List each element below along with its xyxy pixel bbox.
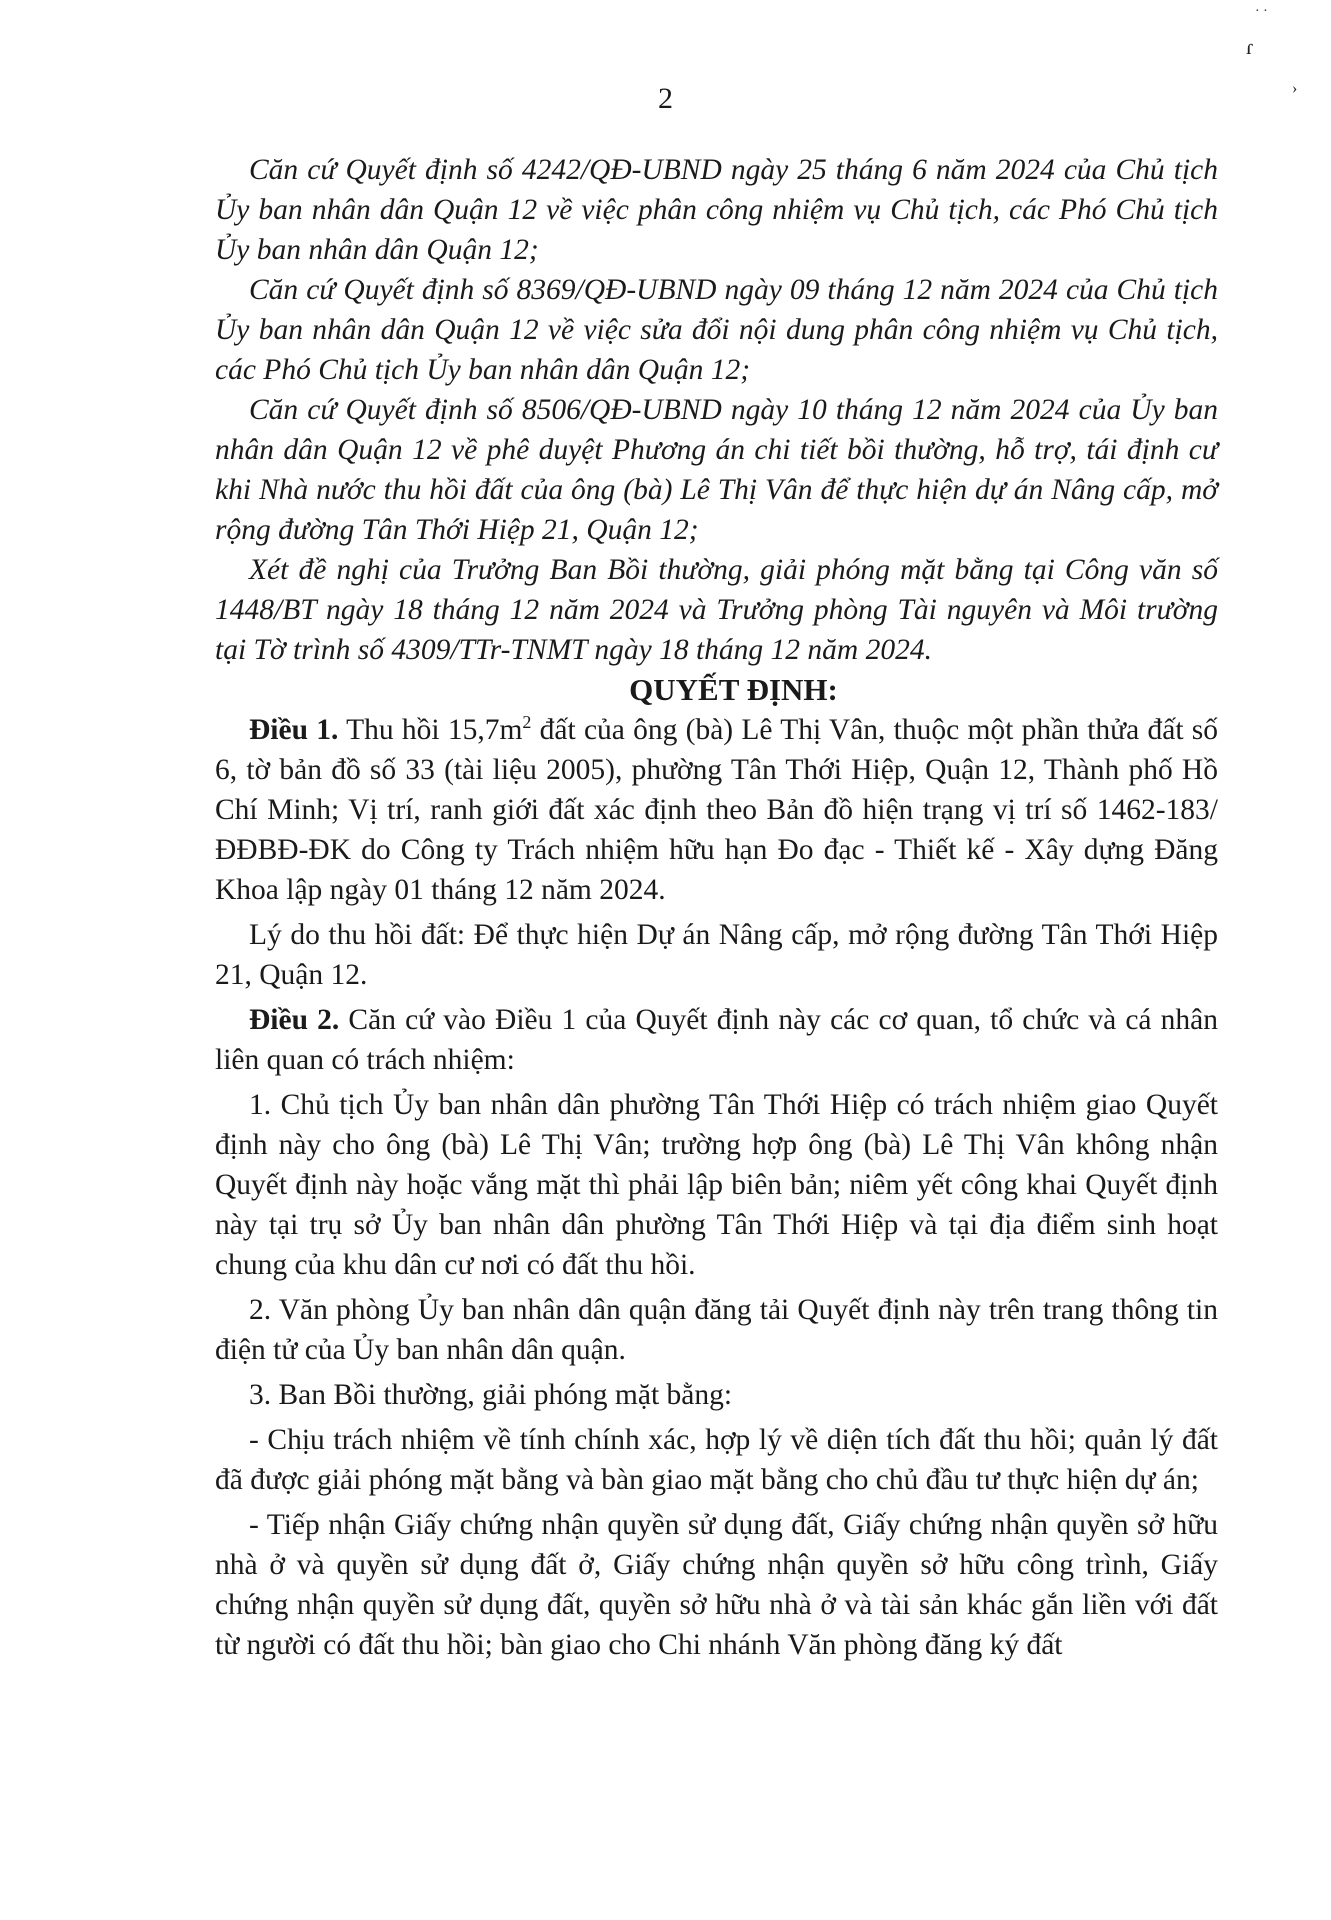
article-2-item: 3. Ban Bồi thường, giải phóng mặt bằng: xyxy=(249,1379,733,1411)
preamble-paragraph: Căn cứ Quyết định số 4242/QĐ-UBND ngày 25 tháng 6 năm 2024 của Chủ tịch Ủy ban nhân dân Quận 12 về việc phân công nhiệm vụ Chủ tịch, các Phó Chủ tịch Ủy ban nhân dân Quận 12; xyxy=(215,154,1218,266)
article-2-item: 2. Văn phòng Ủy ban nhân dân quận đăng tải Quyết định này trên trang thông tin điện tử của Ủy ban nhân dân quận. xyxy=(215,1294,1218,1366)
article-2-item: - Tiếp nhận Giấy chứng nhận quyền sử dụng đất, Giấy chứng nhận quyền sở hữu nhà ở và quyền sử dụng đất ở, Giấy chứng nhận quyền sở hữu công trình, Giấy chứng nhận quyền sử dụng đất, quyền sở hữu nhà ở và tài sản khác gắn liền với đất từ người có đất thu hồi; bàn giao cho Chi nhánh Văn phòng đăng ký đất xyxy=(215,1509,1218,1661)
decision-heading: QUYẾT ĐỊNH: xyxy=(629,672,838,707)
area-unit-superscript: 2 xyxy=(522,712,532,733)
article-2-label: Điều 2. xyxy=(249,1004,340,1036)
article-1-text: Thu hồi 15,7m xyxy=(338,714,523,746)
article-2-item: - Chịu trách nhiệm về tính chính xác, hợp lý về diện tích đất thu hồi; quản lý đất đã được giải phóng mặt bằng và bàn giao mặt bằng cho chủ đầu tư thực hiện dự án; xyxy=(215,1424,1218,1496)
article-1 xyxy=(215,710,1218,910)
preamble-paragraph: Căn cứ Quyết định số 8506/QĐ-UBND ngày 10 tháng 12 năm 2024 của Ủy ban nhân dân Quận 12 về phê duyệt Phương án chi tiết bồi thường, hỗ trợ, tái định cư khi Nhà nước thu hồi đất của ông (bà) Lê Thị Vân để thực hiện dự án Nâng cấp, mở rộng đường Tân Thới Hiệp 21, Quận 12; xyxy=(215,394,1218,546)
document-body xyxy=(215,150,1218,1665)
preamble-paragraph: Căn cứ Quyết định số 8369/QĐ-UBND ngày 09 tháng 12 năm 2024 của Chủ tịch Ủy ban nhân dân Quận 12 về việc sửa đổi nội dung phân công nhiệm vụ Chủ tịch, các Phó Chủ tịch Ủy ban nhân dân Quận 12; xyxy=(215,274,1218,386)
article-2 xyxy=(215,1000,1218,1080)
article-2-item: 1. Chủ tịch Ủy ban nhân dân phường Tân Thới Hiệp có trách nhiệm giao Quyết định này cho ông (bà) Lê Thị Vân; trường hợp ông (bà) Lê Thị Vân không nhận Quyết định này hoặc vắng mặt thì phải lập biên bản; niêm yết công khai Quyết định này tại trụ sở Ủy ban nhân dân phường Tân Thới Hiệp và tại địa điểm sinh hoạt chung của khu dân cư nơi có đất thu hồi. xyxy=(215,1089,1218,1281)
scan-mark: · · xyxy=(1255,4,1268,19)
article-1-label: Điều 1. xyxy=(249,714,339,746)
preamble-paragraph: Xét đề nghị của Trưởng Ban Bồi thường, giải phóng mặt bằng tại Công văn số 1448/BT ngày 18 tháng 12 năm 2024 và Trưởng phòng Tài nguyên và Môi trường tại Tờ trình số 4309/TTr-TNMT ngày 18 tháng 12 năm 2024. xyxy=(215,554,1218,666)
article-2-text: Căn cứ vào Điều 1 của Quyết định này các cơ quan, tổ chức và cá nhân liên quan có trách nhiệm: xyxy=(215,1004,1218,1076)
article-1-text-cont: đất của ông (bà) Lê Thị Vân, thuộc một phần thửa đất số 6, tờ bản đồ số 33 (tài liệu 2005), phường Tân Thới Hiệp, Quận 12, Thành phố Hồ Chí Minh; Vị trí, ranh giới đất xác định theo Bản đồ hiện trạng vị trí số 1462-183/ĐĐBĐ-ĐK do Công ty Trách nhiệm hữu hạn Đo đạc - Thiết kế - Xây dựng Đăng Khoa lập ngày 01 tháng 12 năm 2024. xyxy=(215,714,1219,906)
scan-mark: › xyxy=(1292,80,1298,97)
article-1-reason: Lý do thu hồi đất: Để thực hiện Dự án Nâng cấp, mở rộng đường Tân Thới Hiệp 21, Quận 12. xyxy=(215,919,1218,991)
scan-mark: ɾ xyxy=(1246,34,1254,59)
page-number: 2 xyxy=(658,82,673,115)
